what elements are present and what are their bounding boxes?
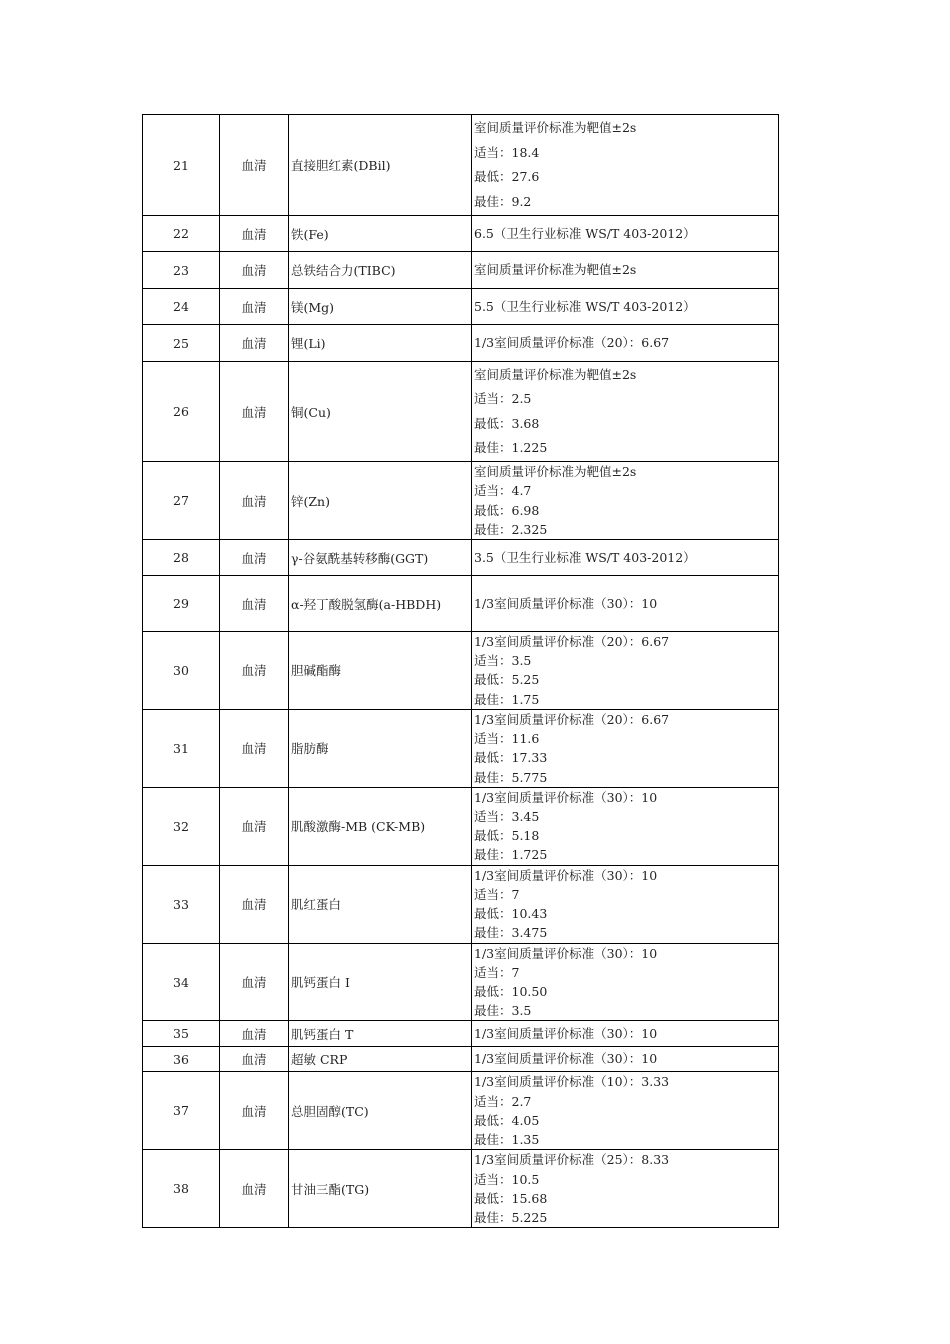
standard-line: 1/3室间质量评价标准（20）：6.67	[474, 634, 670, 649]
standard-line: 最佳：1.75	[474, 691, 540, 707]
specimen-type: 血清	[220, 1150, 289, 1228]
standard-line: 适当：2.7	[474, 1093, 532, 1109]
standard-line: 最低：6.98	[474, 502, 540, 518]
quality-standard	[472, 787, 779, 865]
row-number: 23	[143, 252, 220, 289]
table-row	[143, 216, 779, 252]
test-item-name: 总铁结合力(TIBC)	[289, 252, 472, 289]
table-row	[143, 632, 779, 710]
row-number: 28	[143, 540, 220, 576]
test-item-name: 肌酸激酶-MB (CK-MB)	[289, 787, 472, 865]
quality-standard	[472, 1047, 779, 1072]
specimen-type: 血清	[220, 1021, 289, 1047]
standard-line: 最佳：1.35	[474, 1132, 540, 1148]
test-item-name: 甘油三酯(TG)	[289, 1150, 472, 1228]
standard-line: 适当：4.7	[474, 483, 532, 499]
row-number: 24	[143, 289, 220, 325]
standard-line: 最佳：2.325	[474, 521, 548, 537]
quality-standard	[472, 362, 779, 462]
specimen-type: 血清	[220, 576, 289, 632]
specimen-type: 血清	[220, 943, 289, 1021]
row-number: 25	[143, 325, 220, 362]
quality-standard	[472, 709, 779, 787]
standard-line: 适当：2.5	[474, 391, 532, 406]
table-right-edge	[778, 114, 779, 1225]
standard-line: 1/3室间质量评价标准（25）：8.33	[474, 1152, 670, 1168]
standard-line: 适当：7	[474, 886, 520, 902]
specimen-type: 血清	[220, 252, 289, 289]
specimen-type: 血清	[220, 1072, 289, 1150]
table-row	[143, 462, 779, 540]
standard-line: 最低：5.18	[474, 828, 540, 844]
test-item-name: 直接胆红素(DBil)	[289, 115, 472, 216]
standard-line: 室间质量评价标准为靶值±2s	[474, 120, 637, 135]
standard-line: 适当：3.5	[474, 653, 532, 669]
standard-line: 最佳：3.475	[474, 925, 548, 941]
specimen-type: 血清	[220, 1047, 289, 1072]
specimen-type: 血清	[220, 632, 289, 710]
standard-line: 室间质量评价标准为靶值±2s	[474, 262, 637, 277]
test-item-name: γ-谷氨酰基转移酶(GGT)	[289, 540, 472, 576]
standard-line: 最佳：3.5	[474, 1003, 532, 1019]
standard-line: 1/3室间质量评价标准（30）：10	[474, 789, 658, 805]
standard-line: 1/3室间质量评价标准（30）：10	[474, 1025, 658, 1041]
table-row	[143, 325, 779, 362]
standard-line: 6.5（卫生行业标准 WS/T 403-2012）	[474, 225, 696, 241]
quality-standard	[472, 576, 779, 632]
standard-line: 最低：17.33	[474, 750, 548, 766]
table-row	[143, 252, 779, 289]
test-item-name: 胆碱酯酶	[289, 632, 472, 710]
standard-line: 最低：5.25	[474, 672, 540, 688]
quality-standard	[472, 252, 779, 289]
standard-line: 1/3室间质量评价标准（30）：10	[474, 945, 658, 961]
standard-line: 最低：10.50	[474, 984, 548, 1000]
table-row	[143, 540, 779, 576]
table-row	[143, 865, 779, 943]
table-row	[143, 709, 779, 787]
standard-line: 最佳：1.225	[474, 440, 548, 455]
table-row	[143, 576, 779, 632]
quality-standard	[472, 1072, 779, 1150]
standard-line: 最佳：1.725	[474, 847, 548, 863]
quality-standard	[472, 325, 779, 362]
standard-line: 最佳：9.2	[474, 193, 532, 209]
row-number: 26	[143, 362, 220, 462]
row-number: 33	[143, 865, 220, 943]
standard-line: 3.5（卫生行业标准 WS/T 403-2012）	[474, 549, 696, 565]
row-number: 32	[143, 787, 220, 865]
row-number: 37	[143, 1072, 220, 1150]
standard-line: 1/3室间质量评价标准（20）：6.67	[474, 335, 670, 350]
test-item-name: 超敏 CRP	[289, 1047, 472, 1072]
quality-standard	[472, 865, 779, 943]
standard-line: 最佳：5.225	[474, 1209, 548, 1225]
quality-standard	[472, 1150, 779, 1228]
test-item-name: 锌(Zn)	[289, 462, 472, 540]
table-row	[143, 943, 779, 1021]
row-number: 22	[143, 216, 220, 252]
standard-line: 最低：27.6	[474, 169, 540, 184]
specimen-type: 血清	[220, 865, 289, 943]
standard-line: 最低：4.05	[474, 1112, 540, 1128]
quality-standard	[472, 216, 779, 252]
quality-standard	[472, 943, 779, 1021]
specimen-type: 血清	[220, 362, 289, 462]
specimen-type: 血清	[220, 289, 289, 325]
quality-standard	[472, 540, 779, 576]
quality-standard	[472, 289, 779, 325]
test-item-name: 总胆固醇(TC)	[289, 1072, 472, 1150]
table-row	[143, 1047, 779, 1072]
standard-line: 室间质量评价标准为靶值±2s	[474, 464, 637, 480]
test-item-name: 镁(Mg)	[289, 289, 472, 325]
row-number: 27	[143, 462, 220, 540]
test-item-name: 铁(Fe)	[289, 216, 472, 252]
specimen-type: 血清	[220, 787, 289, 865]
standard-line: 1/3室间质量评价标准（30）：10	[474, 1051, 658, 1067]
specimen-type: 血清	[220, 709, 289, 787]
row-number: 30	[143, 632, 220, 710]
row-number: 34	[143, 943, 220, 1021]
table-row	[143, 787, 779, 865]
standard-line: 最佳：5.775	[474, 769, 548, 785]
row-number: 29	[143, 576, 220, 632]
test-item-name: 锂(Li)	[289, 325, 472, 362]
test-item-name: 铜(Cu)	[289, 362, 472, 462]
standard-line: 1/3室间质量评价标准（20）：6.67	[474, 711, 670, 727]
quality-standard	[472, 1021, 779, 1047]
standard-line: 最低：10.43	[474, 906, 548, 922]
test-item-name: 肌红蛋白	[289, 865, 472, 943]
standard-line: 适当：18.4	[474, 144, 540, 160]
row-number: 35	[143, 1021, 220, 1047]
quality-standard	[472, 462, 779, 540]
table-row	[143, 362, 779, 462]
table-row	[143, 289, 779, 325]
row-number: 31	[143, 709, 220, 787]
test-item-name: 脂肪酶	[289, 709, 472, 787]
table-row	[143, 1021, 779, 1047]
standard-line: 1/3室间质量评价标准（10）：3.33	[474, 1074, 670, 1090]
specimen-type: 血清	[220, 115, 289, 216]
test-item-name: 肌钙蛋白 T	[289, 1021, 472, 1047]
table-body	[143, 115, 779, 1228]
specimen-type: 血清	[220, 325, 289, 362]
row-number: 21	[143, 115, 220, 216]
specimen-type: 血清	[220, 462, 289, 540]
test-item-name: 肌钙蛋白 I	[289, 943, 472, 1021]
quality-standard	[472, 115, 779, 216]
quality-spec-table	[142, 114, 779, 1228]
table-row	[143, 1150, 779, 1228]
specimen-type: 血清	[220, 540, 289, 576]
standard-line: 5.5（卫生行业标准 WS/T 403-2012）	[474, 298, 696, 314]
quality-standard	[472, 632, 779, 710]
standard-line: 1/3室间质量评价标准（30）：10	[474, 867, 658, 883]
row-number: 36	[143, 1047, 220, 1072]
specimen-type: 血清	[220, 216, 289, 252]
table-row	[143, 1072, 779, 1150]
standard-line: 最低：3.68	[474, 415, 540, 431]
standard-line: 室间质量评价标准为靶值±2s	[474, 366, 637, 382]
test-item-name: α-羟丁酸脱氢酶(a-HBDH)	[289, 576, 472, 632]
row-number: 38	[143, 1150, 220, 1228]
standard-line: 适当：10.5	[474, 1171, 540, 1187]
standard-line: 适当：7	[474, 964, 520, 980]
standard-line: 最低：15.68	[474, 1190, 548, 1206]
standard-line: 1/3室间质量评价标准（30）：10	[474, 595, 658, 611]
standard-line: 适当：11.6	[474, 731, 540, 747]
standard-line: 适当：3.45	[474, 809, 540, 825]
table-row	[143, 115, 779, 216]
